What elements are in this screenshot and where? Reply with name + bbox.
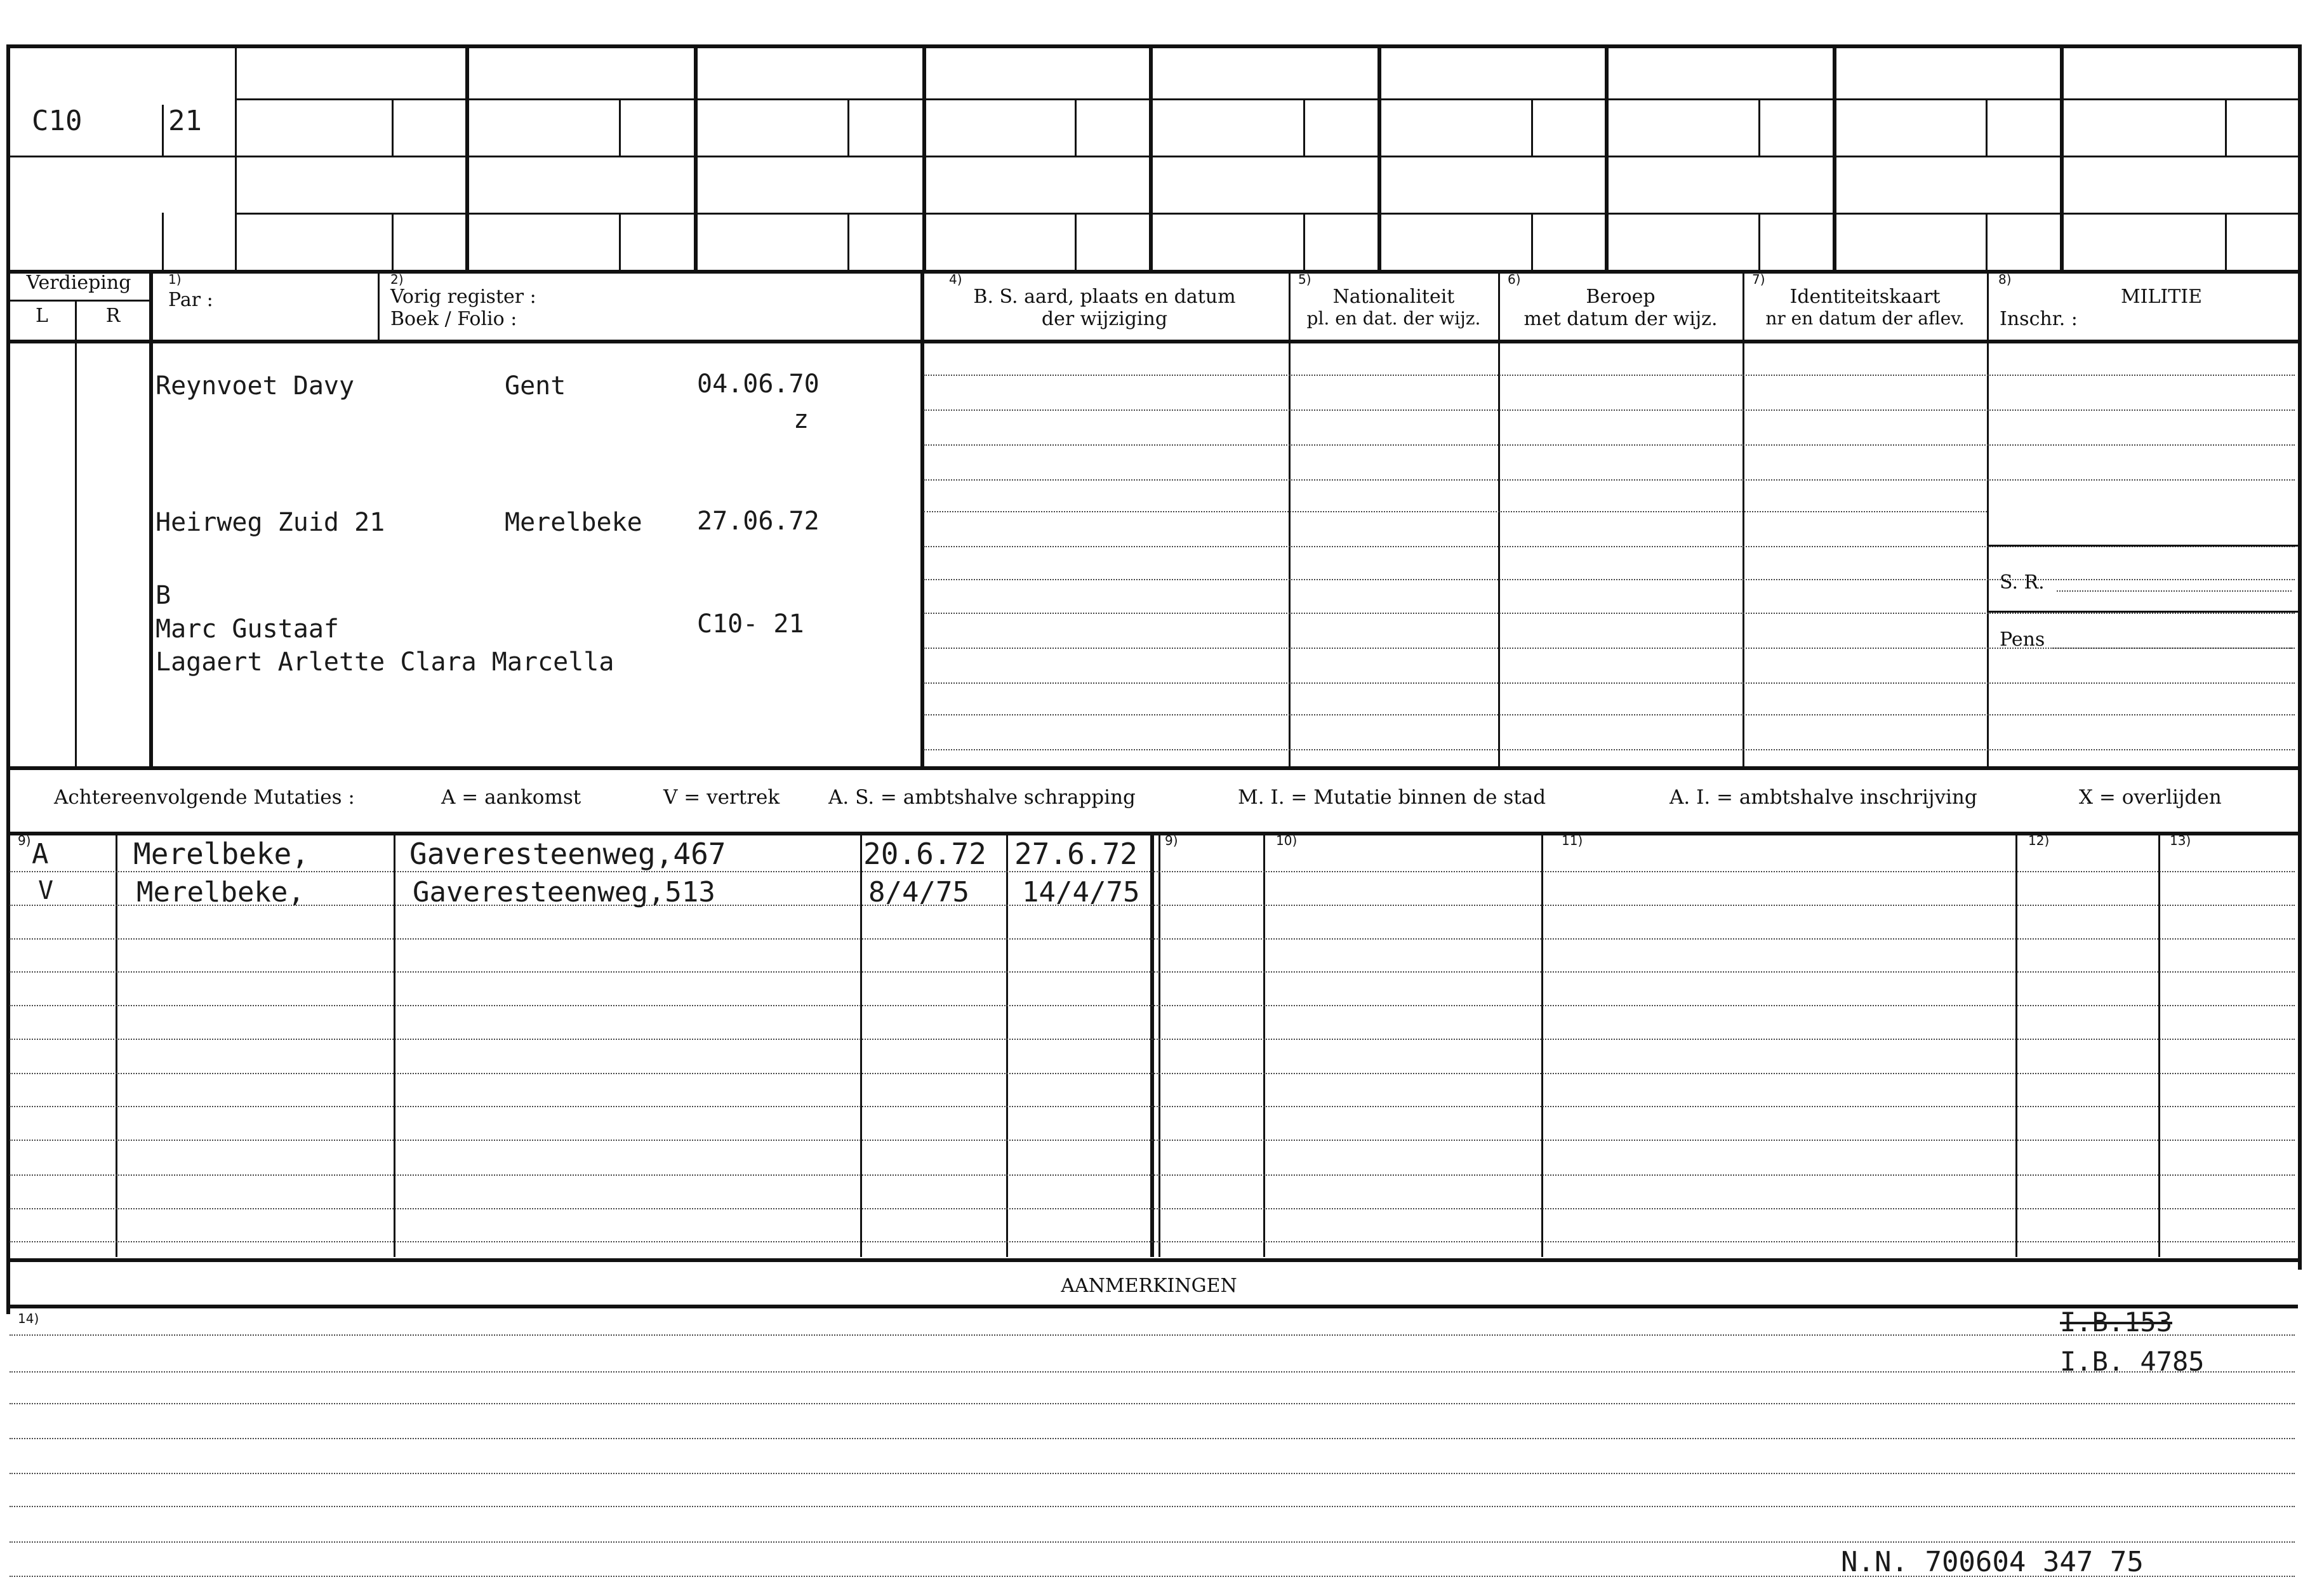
column-r-label: R bbox=[105, 305, 121, 327]
remarks-title: AANMERKINGEN bbox=[1061, 1275, 1237, 1297]
mutation-street: Gaveresteenweg,513 bbox=[413, 876, 715, 908]
field-number-11: 11) bbox=[1562, 833, 1583, 848]
mutation-street: Gaveresteenweg,467 bbox=[409, 837, 726, 871]
address-city: Merelbeke bbox=[505, 508, 642, 537]
nationaliteit-header-line2: pl. en dat. der wijz. bbox=[1306, 308, 1481, 329]
legend-mutatie-binnen-stad: M. I. = Mutatie binnen de stad bbox=[1238, 786, 1546, 809]
field-number-13: 13) bbox=[2170, 833, 2191, 848]
field-number-4: 4) bbox=[949, 272, 962, 287]
legend-aankomst: A = aankomst bbox=[441, 786, 581, 809]
b-label: B bbox=[156, 581, 171, 610]
field-number-7: 7) bbox=[1752, 272, 1765, 287]
sr-label: S. R. bbox=[2000, 571, 2045, 594]
mutation-type: A bbox=[32, 838, 49, 870]
field-number-8: 8) bbox=[1998, 272, 2012, 287]
column-l-label: L bbox=[36, 305, 48, 327]
house-number: 21 bbox=[168, 105, 202, 137]
legend-ambtshalve-inschrijving: A. I. = ambtshalve inschrijving bbox=[1669, 786, 1977, 809]
field-number-14: 14) bbox=[18, 1311, 39, 1326]
bs-header-line1: B. S. aard, plaats en datum bbox=[973, 286, 1236, 308]
mutation-place: Merelbeke, bbox=[133, 837, 309, 871]
field-number-5: 5) bbox=[1298, 272, 1311, 287]
beroep-header-line2: met datum der wijz. bbox=[1523, 308, 1718, 330]
beroep-header-line1: Beroep bbox=[1586, 286, 1656, 308]
identiteitskaart-header-line2: nr en datum der aflev. bbox=[1765, 308, 1965, 329]
mutation-date-2: 14/4/75 bbox=[1022, 876, 1140, 908]
identiteitskaart-header-line1: Identiteitskaart bbox=[1789, 286, 1941, 308]
mutation-date-1: 8/4/75 bbox=[868, 876, 969, 908]
pens-label: Pens bbox=[2000, 628, 2045, 651]
mutations-legend-title: Achtereenvolgende Mutaties : bbox=[54, 786, 355, 809]
mother-name: Lagaert Arlette Clara Marcella bbox=[156, 648, 614, 677]
field-number-2: 2) bbox=[390, 272, 404, 287]
address-street: Heirweg Zuid 21 bbox=[156, 508, 385, 537]
mutation-date-2: 27.6.72 bbox=[1014, 837, 1138, 871]
field-number-9: 9) bbox=[18, 833, 31, 848]
mutation-type: V bbox=[38, 876, 54, 905]
ib-old-number: I.B.153 bbox=[2060, 1307, 2173, 1338]
ib-new-number: I.B. 4785 bbox=[2060, 1346, 2205, 1377]
field-number-1: 1) bbox=[168, 272, 182, 287]
inschr-label: Inschr. : bbox=[2000, 308, 2078, 330]
boek-folio-label: Boek / Folio : bbox=[390, 308, 517, 330]
sex-marker: z bbox=[793, 405, 809, 434]
mutation-date-1: 20.6.72 bbox=[863, 837, 986, 871]
mutation-place: Merelbeke, bbox=[136, 876, 305, 908]
field-number-10: 10) bbox=[1276, 833, 1298, 848]
father-name: Marc Gustaaf bbox=[156, 615, 339, 644]
national-number: N.N. 700604 347 75 bbox=[1841, 1546, 2144, 1578]
vorig-register-label: Vorig register : bbox=[390, 286, 536, 308]
register-reference: C10- 21 bbox=[697, 609, 804, 639]
birth-place: Gent bbox=[505, 371, 566, 401]
legend-vertrek: V = vertrek bbox=[663, 786, 780, 809]
address-date: 27.06.72 bbox=[697, 507, 820, 536]
field-number-6: 6) bbox=[1508, 272, 1521, 287]
block-code: C10 bbox=[32, 105, 83, 137]
person-name: Reynvoet Davy bbox=[156, 371, 355, 401]
bs-header-line2: der wijziging bbox=[1041, 308, 1168, 330]
militie-header: MILITIE bbox=[2120, 286, 2203, 308]
legend-ambtshalve-schrapping: A. S. = ambtshalve schrapping bbox=[828, 786, 1136, 809]
par-label: Par : bbox=[168, 289, 213, 311]
field-number-9b: 9) bbox=[1165, 833, 1178, 848]
nationaliteit-header-line1: Nationaliteit bbox=[1332, 286, 1455, 308]
field-number-12: 12) bbox=[2028, 833, 2050, 848]
verdieping-label: Verdieping bbox=[26, 272, 131, 294]
birth-date: 04.06.70 bbox=[697, 369, 820, 399]
legend-overlijden: X = overlijden bbox=[2079, 786, 2222, 809]
